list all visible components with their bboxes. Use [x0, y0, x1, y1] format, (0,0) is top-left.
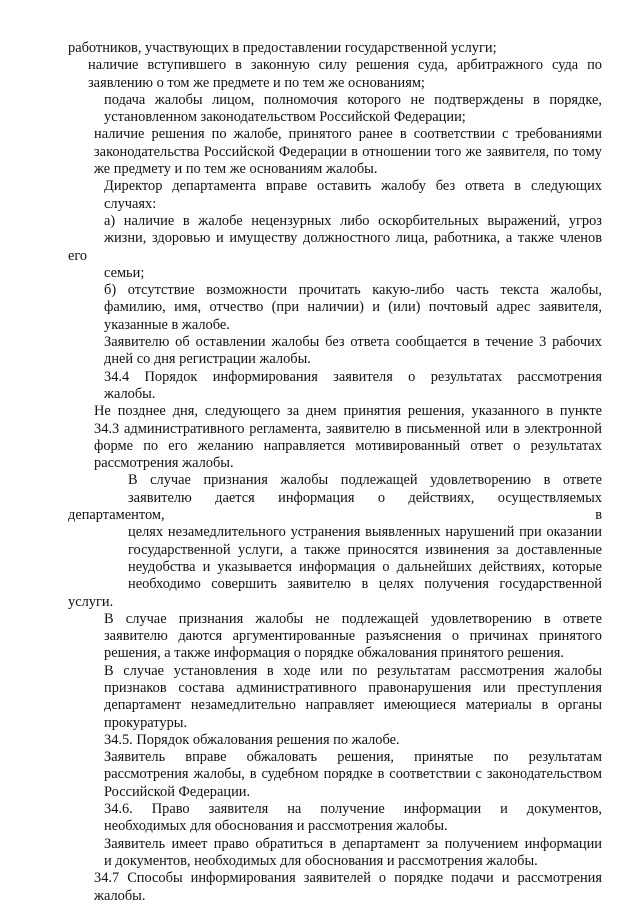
text-line: рассмотрения жалобы. [94, 455, 234, 472]
text-line: заявлению о том же предмете и по тем же основаниям; [88, 74, 425, 91]
text-line: 34.5. Порядок обжалования решения по жалобе. [104, 731, 400, 748]
text-line: Директор департамента вправе оставить жалобу без ответа в следующих [104, 178, 602, 195]
text-line: Заявителю об оставлении жалобы без ответа сообщается в течение 3 рабочих [104, 334, 602, 351]
text-line: Не позднее дня, следующего за днем принятия решения, указанного в пункте [94, 403, 602, 420]
paragraph [68, 369, 602, 404]
text-line: Заявитель вправе обжаловать решения, принятые по результатам [104, 749, 602, 766]
paragraph [68, 57, 602, 92]
paragraph [68, 472, 602, 610]
text-line: 34.3 административного регламента, заявителю в письменной или в электронной [94, 420, 602, 437]
text-line: прокуратуры. [104, 714, 188, 731]
paragraph [68, 870, 602, 905]
text-line: В случае признания жалобы подлежащей удовлетворению в ответе [128, 472, 602, 489]
text-line: фамилию, имя, отчество (при наличии) и (или) почтовый адрес заявителя, [104, 299, 602, 316]
text-line: 34.6. Право заявителя на получение информации и документов, [104, 801, 602, 818]
text-line: заявителю даются аргументированные разъяснения о причинах принятого [104, 628, 602, 645]
text-line: жизни, здоровью и имуществу должностного лица, работника, а также членов его [68, 230, 602, 264]
text-line: форме по его желанию направляется мотивированный ответ о результатах [94, 437, 602, 454]
paragraph [68, 801, 602, 836]
text-line: дней со дня регистрации жалобы. [104, 351, 311, 368]
text-line: и документов, необходимых для обоснования и рассмотрения жалобы. [104, 852, 538, 869]
paragraph [68, 611, 602, 663]
paragraph [68, 40, 602, 57]
paragraph [68, 213, 602, 282]
paragraph [68, 92, 602, 127]
paragraph [68, 663, 602, 732]
text-line: признаков состава административного правонарушения или преступления [104, 679, 602, 696]
text-line: указанные в жалобе. [104, 316, 230, 333]
paragraph [68, 403, 602, 472]
text-line: неудобства и указывается информация о дальнейших действиях, которые [128, 558, 602, 575]
text-line: необходимо совершить заявителю в целях получения государственной услуги. [68, 576, 602, 610]
text-line: В случае установления в ходе или по результатам рассмотрения жалобы [104, 662, 602, 679]
text-line: б) отсутствие возможности прочитать какую-либо часть текста жалобы, [104, 282, 602, 299]
text-line: законодательства Российской Федерации в отношении того же заявителя, по тому [94, 143, 602, 160]
text-line: наличие решения по жалобе, принятого ранее в соответствии с требованиями [94, 126, 602, 143]
text-line: а) наличие в жалобе нецензурных либо оскорбительных выражений, угроз [104, 212, 602, 229]
paragraph [68, 749, 602, 801]
text-line: подача жалобы лицом, полномочия которого не подтверждены в порядке, [104, 91, 602, 108]
text-line: установленном законодательством Российской Федерации; [104, 109, 466, 126]
text-line: государственной услуги, а также приносятся извинения за доставленные [128, 541, 602, 558]
text-line: 34.7 Способы информирования заявителей о порядке подачи и рассмотрения [94, 870, 602, 887]
text-line: случаях: [104, 195, 157, 212]
paragraph [68, 836, 602, 871]
paragraph [68, 126, 602, 178]
text-line: же предмету и по тем же основаниям жалобы. [94, 161, 378, 178]
text-line: решения, а также информация о порядке обжалования принятого решения. [104, 645, 565, 662]
text-line: 34.4 Порядок информирования заявителя о результатах рассмотрения [104, 368, 602, 385]
text-line: департамент незамедлительно направляет имеющиеся материалы в органы [104, 697, 602, 714]
text-line: наличие вступившего в законную силу решения суда, арбитражного суда по [88, 57, 602, 74]
text-line: жалобы. [94, 887, 146, 904]
text-line: жалобы. [104, 385, 156, 402]
text-line: Заявитель имеет право обратиться в департамент за получением информации [104, 835, 602, 852]
paragraph [68, 334, 602, 369]
document-page [68, 40, 602, 905]
text-line: рассмотрения жалобы, в судебном порядке в соответствии с законодательством [104, 766, 602, 783]
text-line: заявителю дается информация о действиях, осуществляемых департаментом, в [68, 489, 602, 524]
text-line: целях незамедлительного устранения выявленных нарушений при оказании [128, 524, 602, 541]
text-line: Российской Федерации. [104, 783, 251, 800]
text-line: работников, участвующих в предоставлении государственной услуги; [68, 40, 497, 56]
paragraph [68, 732, 602, 749]
text-line: семьи; [104, 264, 145, 281]
text-line: В случае признания жалобы не подлежащей удовлетворению в ответе [104, 610, 602, 627]
document-body [68, 40, 602, 905]
paragraph [68, 178, 602, 213]
text-line: необходимых для обоснования и рассмотрения жалобы. [104, 818, 448, 835]
paragraph [68, 282, 602, 334]
